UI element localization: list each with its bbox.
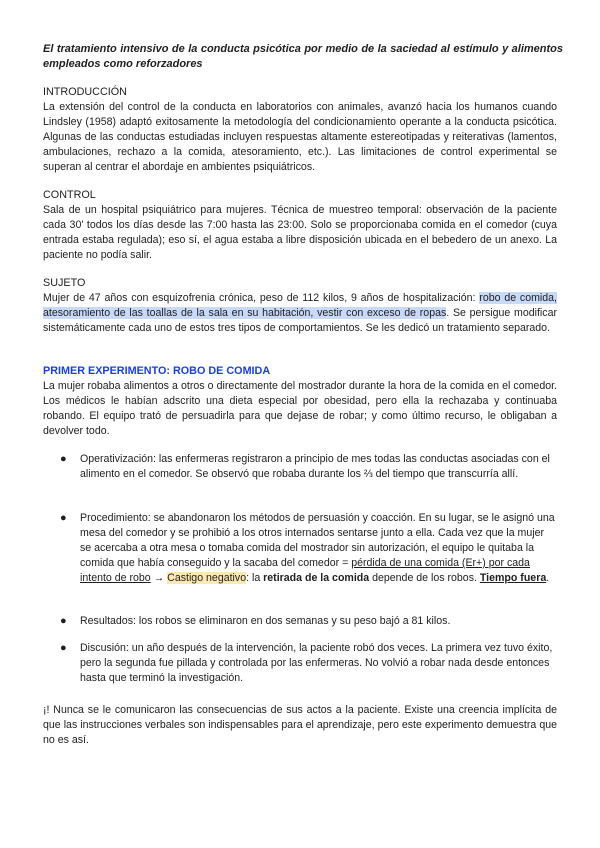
sujeto-paragraph — [43, 291, 557, 336]
bullet-dot: ● — [60, 453, 67, 465]
resultados-item: Resultados: los robos se eliminaron en dos semanas y su peso bajó a 81 kilos. — [80, 615, 451, 627]
document-title: El tratamiento intensivo de la conducta psicótica por medio de la saciedad al estímulo y alimentos empleados como reforzadores — [43, 43, 563, 70]
intro-heading: INTRODUCCIÓN — [43, 86, 127, 98]
procedimiento-end: . — [546, 572, 550, 584]
intro-paragraph: La extensión del control de la conducta en laboratorios con animales, avanzó hacia los humanos cuando Lindsley (1958) adaptó exitosamente la metodología del condicionamiento operante a la conducta psicótica. Algunas de las conductas estudiadas incluyen respuestas altamente estereotipadas y reiterativas (lamentos, ambulaciones, rechazo a la comida, atesoramiento, etc.). Las limitaciones de control experimental se superan al centrar el abordaje en ambientes psiquiátricos. — [43, 101, 557, 173]
loss-underline: pérdida de una comida (Er+) por cada intento de robo — [80, 557, 530, 584]
experiment-paragraph: La mujer robaba alimentos a otros o directamente del mostrador durante la hora de la comida en el comedor. Los médicos le habían adscrito una dieta especial por obesidad, pero ella la rechazaba y continuaba robando. El equipo trató de persuadirla para que dejase de robar; y como último recurso, le obligaban a devolver todo. — [43, 380, 557, 437]
retirada-bold: retirada de la comida — [263, 572, 370, 584]
closing-paragraph: ¡! Nunca se le comunicaron las consecuencias de sus actos a la paciente. Existe una creencia implícita de que las instrucciones verbales son indispensables para el aprendizaje, pero este experimento demuestra que no es así. — [43, 704, 557, 746]
bullet-dot: ● — [60, 642, 67, 654]
sujeto-text-end: . Se persigue modificar sistemáticamente cada uno de estos tres tipos de comportamientos. Se les dedicó un tratamiento separado. — [43, 307, 557, 334]
procedimiento-mid: : la — [246, 572, 264, 584]
control-paragraph: Sala de un hospital psiquiátrico para mujeres. Técnica de muestreo temporal: observación de la paciente cada 30' todos los días desde las 7:00 hasta las 23:00. Solo se proporcionaba comida en el comedor (cuya entrada estaba regulada); eso sí, el agua estaba a libre disposición ubicada en el bebedero de un anexo. La paciente no podía salir. — [43, 204, 557, 261]
sujeto-heading: SUJETO — [43, 277, 86, 289]
tiempo-fuera: Tiempo fuera — [479, 572, 547, 584]
castigo-highlight: Castigo negativo — [167, 572, 247, 584]
behaviors-highlight: robo de comida, atesoramiento de las toallas de la sala en su habitación, vestir con exceso de ropas — [43, 292, 558, 319]
bullet-dot: ● — [60, 615, 67, 627]
operativizacion-item: Operativización: las enfermeras registraron a principio de mes todas las conductas asociadas con el alimento en el comedor. Se observó que robaba durante los ⅔ del tiempo que transcurría allí. — [80, 453, 550, 480]
sujeto-text: Mujer de 47 años con esquizofrenia crónica, peso de 112 kilos, 9 años de hospitalización: — [43, 292, 480, 304]
discusion-item: Discusión: un año después de la intervención, la paciente robó dos veces. La primera vez tuvo éxito, pero la segunda fue pillada y controlada por las enfermeras. No volvió a robar nada desde entonces hasta que terminó la investigación. — [80, 642, 553, 684]
procedimiento-text: Procedimiento: se abandonaron los métodos de persuasión y coacción. En su lugar, se le asignó una mesa del comedor y se prohibió a los otros internados sentarse junto a ella. Cada vez que la mujer se acercaba a otra mesa o tomaba comida del mostrador sin autorización, el equipo le quitaba la comida que había conseguido y la sacaba del comedor = — [80, 512, 555, 569]
experiment-heading: PRIMER EXPERIMENTO: ROBO DE COMIDA — [43, 365, 271, 377]
procedimiento-after: depende de los robos. — [369, 572, 480, 584]
procedimiento-item — [80, 511, 557, 586]
bullet-dot: ● — [60, 512, 67, 524]
arrow: → — [150, 572, 168, 584]
control-heading: CONTROL — [43, 189, 96, 201]
